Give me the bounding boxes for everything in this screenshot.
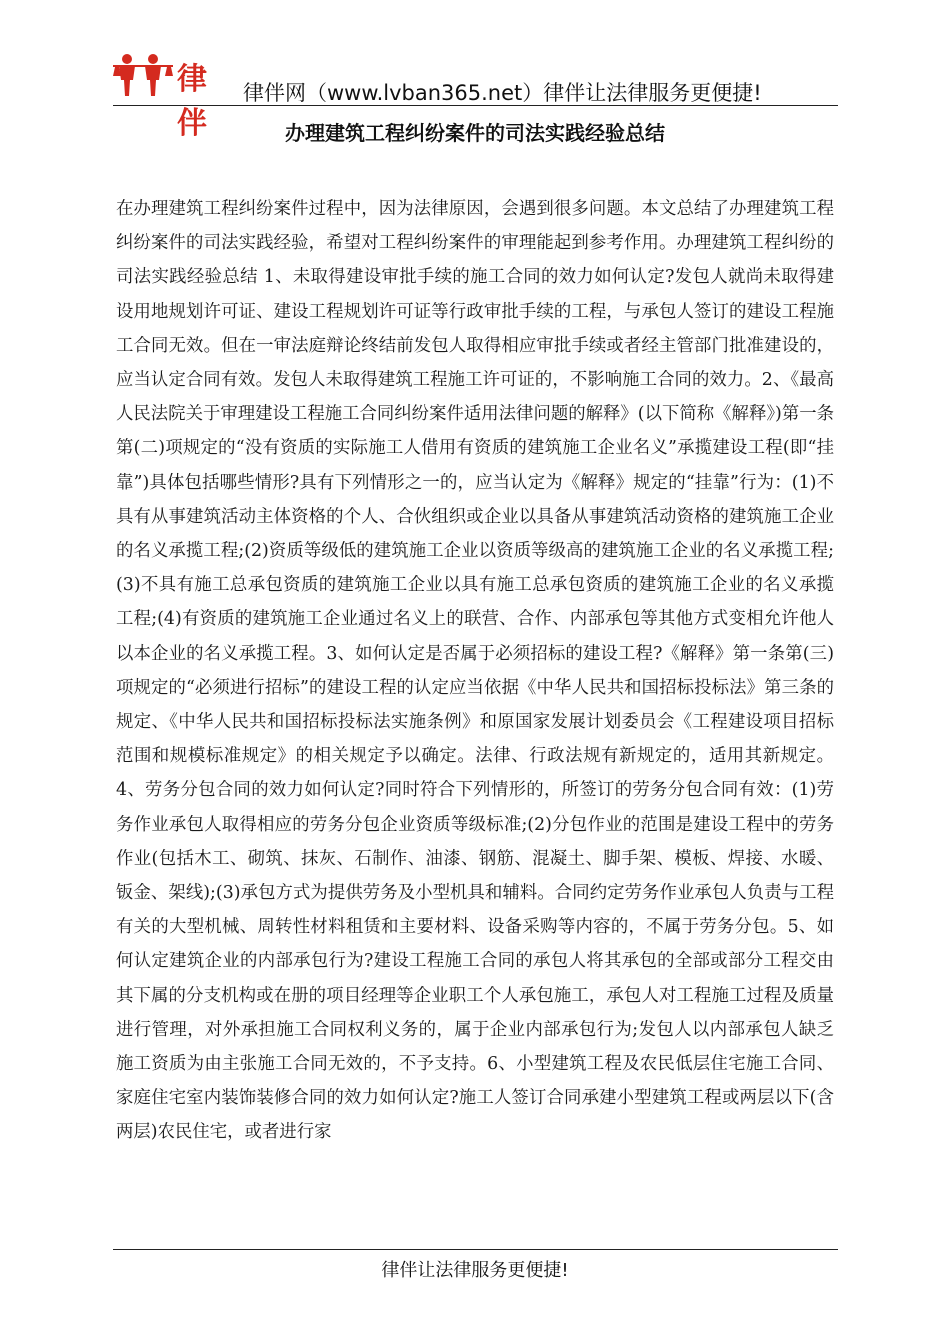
logo-wordmark: 律伴	[177, 62, 208, 141]
header-tagline: 律伴网（www.lvban365.net）律伴让法律服务更便捷!	[243, 81, 762, 105]
footer-slogan: 律伴让法律服务更便捷!	[381, 1260, 569, 1281]
footer-divider	[113, 1249, 838, 1250]
lvban-logo	[113, 50, 238, 141]
document-body: 在办理建筑工程纠纷案件过程中，因为法律原因，会遇到很多问题。本文总结了办理建筑工程纠纷案件的司法实践经验，希望对工程纠纷案件的审理能起到参考作用。办理建筑工程纠纷的司法实践经验总结 1、未取得建设审批手续的施工合同的效力如何认定?发包人就尚未取得建设用地规划许可证、建设工程规划许可证等行政审批手续的工程，与承包人签订的建设工程施工合同无效。但在一审法庭辩论终结前发包人取得相应审批手续或者经主管部门批准建设的，应当认定合同有效。发包人未取得建筑工程施工许可证的，不影响施工合同的效力。2、《最高人民法院关于审理建设工程施工合同纠纷案件适用法律问题的解释》(以下简称《解释》)第一条第(二)项规定的“没有资质的实际施工人借用有资质的建筑施工企业名义”承揽建设工程(即“挂靠”)具体包括哪些情形?具有下列情形之一的，应当认定为《解释》规定的“挂靠”行为：(1)不具有从事建筑活动主体资格的个人、合伙组织或企业以具备从事建筑活动资格的建筑施工企业的名义承揽工程;(2)资质等级低的建筑施工企业以资质等级高的建筑施工企业的名义承揽工程;(3)不具有施工总承包资质的建筑施工企业以具有施工总承包资质的建筑施工企业的名义承揽工程;(4)有资质的建筑施工企业通过名义上的联营、合作、内部承包等其他方式变相允许他人以本企业的名义承揽工程。3、如何认定是否属于必须招标的建设工程?《解释》第一条第(三)项规定的“必须进行招标”的建设工程的认定应当依据《中华人民共和国招标投标法》第三条的规定、《中华人民共和国招标投标法实施条例》和原国家发展计划委员会《工程建设项目招标范围和规模标准规定》的相关规定予以确定。法律、行政法规有新规定的，适用其新规定。4、劳务分包合同的效力如何认定?同时符合下列情形的，所签订的劳务分包合同有效：(1)劳务作业承包人取得相应的劳务分包企业资质等级标准;(2)分包作业的范围是建设工程中的劳务作业(包括木工、砌筑、抹灰、石制作、油漆、钢筋、混凝土、脚手架、模板、焊接、水暖、钣金、架线);(3)承包方式为提供劳务及小型机具和辅料。合同约定劳务作业承包人负责与工程有关的大型机械、周转性材料租赁和主要材料、设备采购等内容的，不属于劳务分包。5、如何认定建筑企业的内部承包行为?建设工程施工合同的承包人将其承包的全部或部分工程交由其下属的分支机构或在册的项目经理等企业职工个人承包施工，承包人对工程施工过程及质量进行管理，对外承担施工合同权利义务的，属于企业内部承包行为;发包人以内部承包人缺乏施工资质为由主张施工合同无效的，不予支持。6、小型建筑工程及农民低层住宅施工合同、家庭住宅室内装饰装修合同的效力如何认定?施工人签订合同承建小型建筑工程或两层以下(含两层)农民住宅，或者进行家	[116, 199, 834, 1143]
scales-figures-icon	[113, 50, 175, 100]
document-title: 办理建筑工程纠纷案件的司法实践经验总结	[285, 121, 665, 145]
header-divider	[113, 105, 838, 106]
